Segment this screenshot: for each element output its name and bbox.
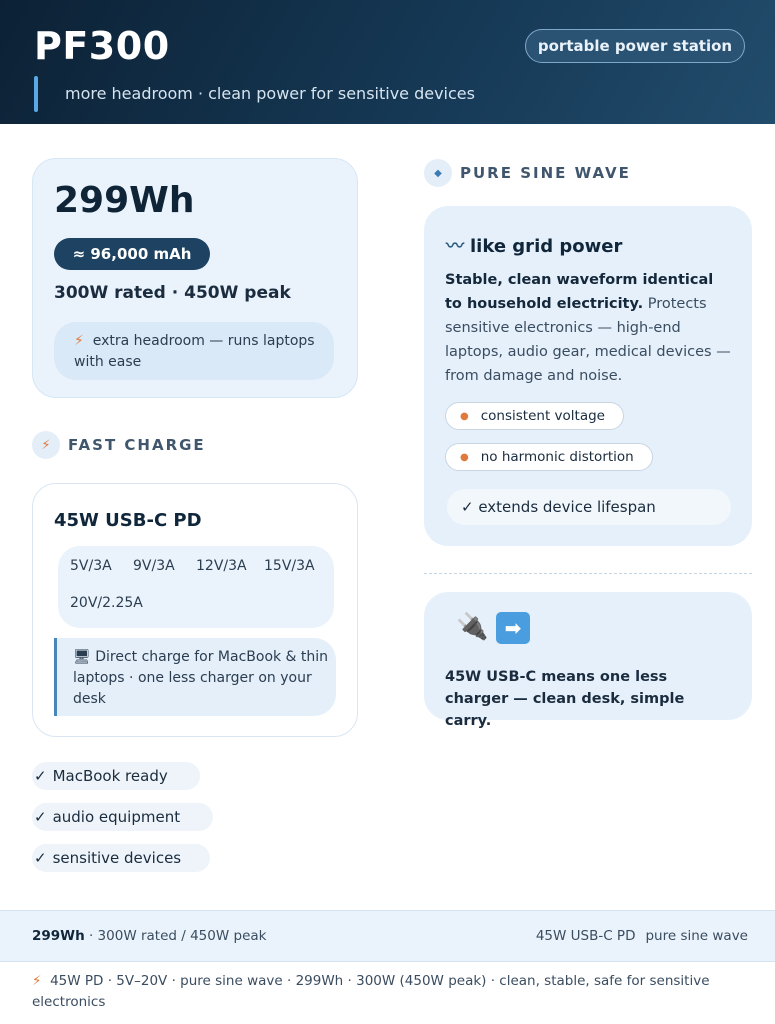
plug-icon: 🔌 — [456, 612, 489, 642]
footer-tags — [526, 928, 748, 944]
feature-pill-distortion: ● no harmonic distortion — [445, 443, 653, 471]
voltage-item: 9V/3A — [133, 558, 175, 574]
wave-icon: 〰 — [446, 236, 464, 257]
product-type-badge: portable power station — [525, 29, 745, 63]
footer-summary: 299Wh · 300W rated / 450W peak — [32, 928, 267, 944]
power-rating: 300W rated · 450W peak — [54, 283, 291, 303]
check-pill-macbook: ✓ MacBook ready — [32, 762, 200, 790]
bolt-icon: ⚡ — [32, 973, 42, 989]
dot-icon: ● — [460, 410, 469, 422]
voltage-item: 20V/2.25A — [70, 595, 143, 611]
bolt-icon: ⚡ — [74, 333, 84, 349]
subtitle-accent-bar — [34, 76, 38, 112]
usbc-note-text: 45W USB-C means one less charger — clean desk, simple carry. — [445, 669, 685, 729]
headroom-note — [74, 331, 324, 373]
check-icon: ✓ — [34, 767, 47, 785]
check-icon: ✓ — [34, 849, 47, 867]
headroom-note-text: extra headroom — runs laptops with ease — [74, 333, 315, 370]
page-title: PF300 — [34, 24, 170, 68]
voltage-item: 15V/3A — [264, 558, 315, 574]
grid-power-title: 〰 like grid power — [446, 236, 623, 257]
voltage-item: 5V/3A — [70, 558, 112, 574]
arrow-right-icon: ➡ — [496, 612, 530, 644]
fast-charge-bolt-icon: ⚡ — [32, 431, 60, 459]
macbook-note — [73, 647, 331, 710]
check-pill-sensitive: ✓ sensitive devices — [32, 844, 210, 872]
usb-c-title: 45W USB-C PD — [54, 510, 202, 531]
mah-badge: ≈ 96,000 mAh — [54, 238, 210, 270]
check-icon: ✓ — [34, 808, 47, 826]
feature-pill-voltage: ● consistent voltage — [445, 402, 624, 430]
sine-section-label: PURE SINE WAVE — [460, 164, 631, 182]
sine-diamond-icon: ◆ — [424, 159, 452, 187]
grid-power-description: Stable, clean waveform identical to household electricity. Protects sensitive electronics — high-end laptops, audio gear, medical devices — from damage and noise. — [445, 272, 731, 384]
voltage-item: 12V/3A — [196, 558, 247, 574]
capacity-value: 299Wh — [54, 180, 195, 221]
laptop-icon: 🖥 — [73, 649, 91, 665]
macbook-note-text: Direct charge for MacBook & thin laptops · one less charger on your desk — [73, 649, 329, 707]
page-subtitle: more headroom · clean power for sensitive devices — [65, 84, 475, 103]
lifespan-note: ✓ extends device lifespan — [447, 489, 731, 525]
spec-summary-line: ⚡ 45W PD · 5V–20V · pure sine wave · 299Wh · 300W (450W peak) · clean, stable, safe for sensitive electronics — [32, 973, 710, 1010]
footer-tag-usbc: 45W USB-C PD — [535, 928, 636, 944]
dot-icon: ● — [460, 451, 469, 463]
check-pill-audio: ✓ audio equipment — [32, 803, 213, 831]
divider — [424, 573, 752, 574]
fast-charge-label: FAST CHARGE — [68, 436, 206, 454]
footer-tag-sine: pure sine wave — [645, 928, 748, 944]
